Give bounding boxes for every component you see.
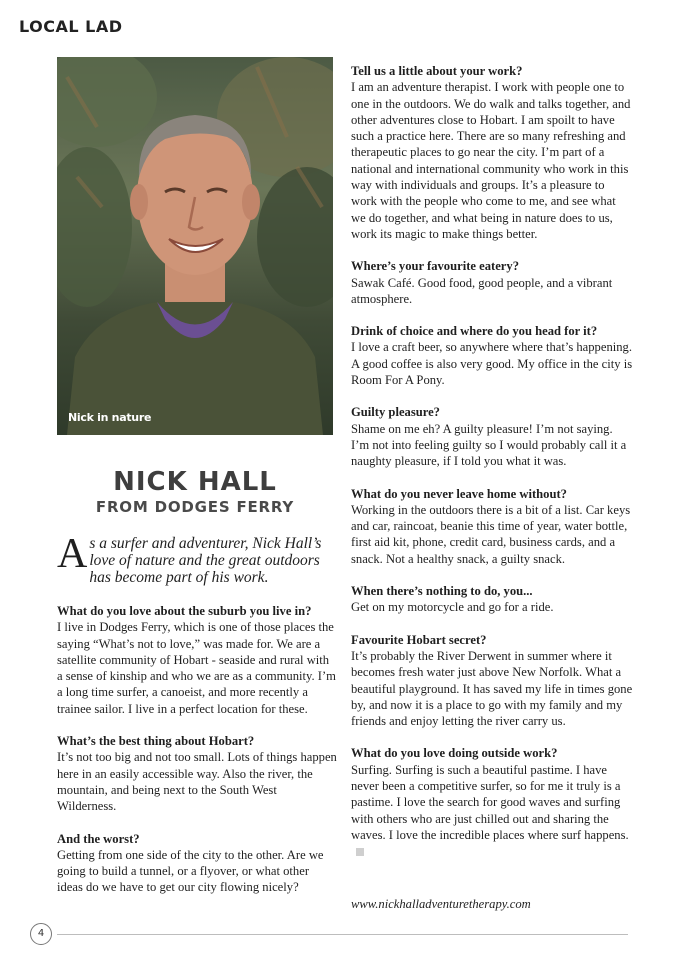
end-of-article-icon bbox=[356, 848, 364, 856]
portrait-illustration bbox=[57, 57, 333, 435]
answer: I live in Dodges Ferry, which is one of those places the saying “What’s not to love,” was made for. We are a satellite community of Hobart - seaside and rural with a sense of kinship and who we are as a community. I’m a long time surfer, a canoeist, and more recently a trainee sailor. I live in a perfect location for these. bbox=[57, 620, 336, 716]
answer: Get on my motorcycle and go for a ride. bbox=[351, 600, 554, 615]
qa-item bbox=[351, 63, 633, 242]
question: What do you love about the suburb you live in? bbox=[57, 604, 312, 618]
question: Guilty pleasure? bbox=[351, 405, 440, 420]
intro-text: s a surfer and adventurer, Nick Hall’s love of nature and the great outdoors has become part of his work. bbox=[89, 535, 322, 586]
question: What’s the best thing about Hobart? bbox=[57, 734, 255, 749]
portrait-photo bbox=[57, 57, 333, 435]
qa-item bbox=[351, 583, 633, 616]
qa-item bbox=[351, 258, 633, 307]
website-link[interactable]: www.nickhalladventuretherapy.com bbox=[351, 897, 531, 911]
photo-caption: Nick in nature bbox=[68, 411, 152, 424]
drop-cap: A bbox=[57, 531, 88, 577]
question: When there’s nothing to do, you... bbox=[351, 584, 533, 599]
article-title: NICK HALL bbox=[113, 467, 277, 497]
answer: Getting from one side of the city to the other. Are we going to build a tunnel, or a flyover, or what other ideas do we have to get our city flowing nicely? bbox=[57, 847, 324, 895]
qa-item bbox=[57, 733, 337, 814]
section-label: LOCAL LAD bbox=[19, 17, 123, 36]
article-subtitle: FROM DODGES FERRY bbox=[95, 498, 295, 516]
qa-item bbox=[351, 632, 633, 730]
answer: Shame on me eh? A guilty pleasure! I’m not saying. I’m not into feeling guilty so I would probably call it a naughty pleasure, if I told you what it was. bbox=[351, 421, 627, 469]
footer-divider bbox=[57, 934, 628, 935]
qa-item bbox=[351, 323, 633, 388]
qa-item bbox=[351, 486, 633, 567]
question: And the worst? bbox=[57, 831, 140, 846]
qa-item bbox=[57, 831, 337, 896]
question: Drink of choice and where do you head for it? bbox=[351, 324, 598, 339]
page-number: 4 bbox=[30, 923, 52, 945]
answer: Working in the outdoors there is a bit of a list. Car keys and car, raincoat, beanie this time of year, water bottle, first aid kit, phone, credit card, business cards, and a snack. Not a healthy snack, a guilty snack. bbox=[351, 502, 631, 566]
answer bbox=[351, 762, 633, 860]
article-title-block bbox=[57, 468, 333, 516]
answer: I love a craft beer, so anywhere where that’s happening. A good coffee is also very good. My office in the city is Room For A Pony. bbox=[351, 340, 633, 388]
answer: I am an adventure therapist. I work with people one to one in the outdoors. We do walk and talks together, and other adventures close to Hobart. I am spoilt to have such a practice here. There are so many refreshing and therapeutic places to go near the city. I’m part of a national and international community who work in this way with individuals and groups. It’s a pleasure to work with the people who come to me, and see what we do together, and what being in nature does to us, work its magic to make things better. bbox=[351, 80, 631, 241]
qa-item bbox=[351, 404, 633, 469]
answer: It’s probably the River Derwent in summer where it becomes fresh water just above New Norfolk. What a beautiful playground. It has saved my life in times gone by, and now it is a place to go with my family and my friends and enjoy letting the river carry us. bbox=[351, 648, 633, 729]
question: What do you never leave home without? bbox=[351, 486, 567, 501]
answer-text: Surfing. Surfing is such a beautiful pastime. I have never been a competitive surfer, so for me it truly is a pastime. I love the search for good waves and surfing with others who are just chilled out and sharing the waves. I love the incredible places where surf happens. bbox=[351, 762, 629, 842]
qa-item bbox=[57, 603, 337, 717]
question: Favourite Hobart secret? bbox=[351, 632, 487, 647]
left-column bbox=[57, 603, 337, 912]
intro-paragraph bbox=[57, 531, 333, 586]
answer: It’s not too big and not too small. Lots of things happen here in an easily accessible way. Also the river, the mountain, and being next to the South West Wilderness. bbox=[57, 750, 337, 814]
question: Where’s your favourite eatery? bbox=[351, 259, 519, 274]
question: Tell us a little about your work? bbox=[351, 64, 523, 78]
qa-item bbox=[351, 745, 633, 859]
answer: Sawak Café. Good food, good people, and a vibrant atmosphere. bbox=[351, 275, 613, 306]
question: What do you love doing outside work? bbox=[351, 746, 558, 761]
right-column bbox=[351, 63, 633, 875]
